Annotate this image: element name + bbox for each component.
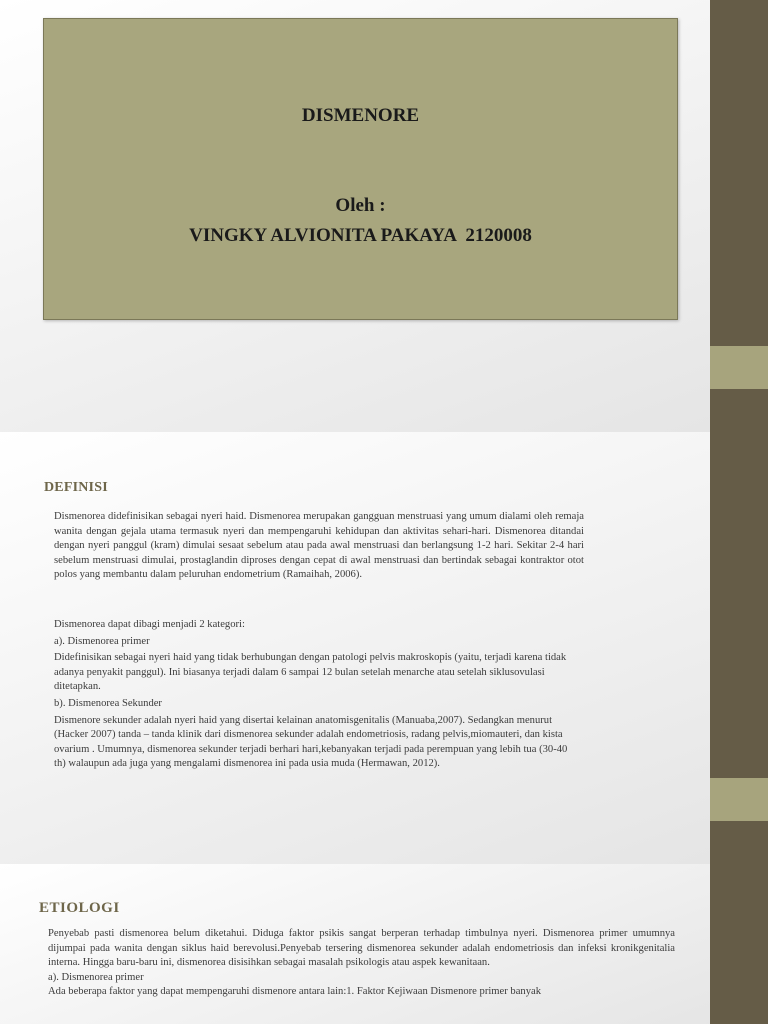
categories-intro: Dismenorea dapat dibagi menjadi 2 kategori: — [54, 619, 245, 630]
section-heading-etiologi: ETIOLOGI — [39, 900, 120, 916]
presenter-name: VINGKY ALVIONITA PAKAYA 2120008 — [189, 225, 532, 246]
category-secondary-text: Dismenore sekunder adalah nyeri haid yang disertai kelainan anatomisgenitalis (Manuaba,2007). Sedangkan menurut (Hacker 2007) tanda – tanda klinik dari dismenorea sekunder adalah endometriosis, radang pelvis,miomauteri, dan kista ovarium . Umumnya, dismenorea sekunder terjadi berhari hari,kebanyakan terjadi pada perempuan yang lebih tua (30-40 th) walaupun ada juga yang mengalami dismenorea ini pada usia muda (Hermawan, 2012). — [54, 714, 568, 770]
etiology-content — [48, 927, 675, 1000]
category-secondary-label: b). Dismenorea Sekunder — [54, 697, 162, 709]
side-decor-bar — [710, 864, 768, 1024]
etiology-paragraph: Penyebab pasti dismenorea belum diketahui. Diduga faktor psikis sangat berperan terhadap timbulnya nyeri. Dismenorea primer umumnya dijumpai pada wanita dengan siklus haid berevolusi.Penyebab tersering dismenorea sekunder adalah endometriosis dan infeksi kronikgenitalia interna. Hingga baru-baru ini, dismenorea disisihkan sebagai masalah psikologis atau aspek kewanitaan. — [48, 928, 675, 969]
category-primary-label: a). Dismenorea primer — [54, 635, 150, 647]
section-heading-definisi: DEFINISI — [44, 480, 108, 495]
etiology-subheading: a). Dismenorea primer — [48, 971, 144, 983]
side-decor-accent — [710, 346, 768, 389]
category-primary-text: Didefinisikan sebagai nyeri haid yang tidak berhubungan dengan patologi pelvis makroskopis (yaitu, terjadi karena tidak adanya penyakit panggul). Ini biasanya terjadi dalam 6 sampai 12 bulan setelah menarche atau setelah siklusovulasi ditetapkan. — [54, 652, 567, 693]
etiology-paragraph-2: Ada beberapa faktor yang dapat mempengaruhi dismenore antara lain:1. Faktor Kejiwaan Dismenore primer banyak — [48, 986, 542, 998]
etiology-slide — [0, 864, 768, 1024]
presentation-title: DISMENORE — [301, 105, 420, 126]
side-decor-bar — [710, 432, 768, 864]
definition-paragraph: Dismenorea didefinisikan sebagai nyeri haid. Dismenorea merupakan gangguan menstruasi yang umum dialami oleh remaja wanita dengan gejala utama termasuk nyeri dan mempengaruhi kehidupan dan aktivitas sehari-hari. Dismenorea ditandai dengan nyeri panggul (kram) dimulai sesaat sebelum atau pada awal menstruasi dan berlangsung 1-2 hari. Sekitar 2-4 hari sebelum menstruasi dimulai, prostaglandin diproses dengan cepat di awal menstruasi dan bertindak sebagai kontraktor otot polos yang membantu dalam peluruhan endometrium (Ramaihah, 2006). — [54, 511, 584, 581]
presenter-label: Oleh : — [335, 195, 386, 216]
definition-categories — [54, 618, 574, 772]
title-box — [43, 18, 678, 320]
definition-slide — [0, 432, 768, 864]
title-slide — [0, 0, 768, 432]
side-decor-accent — [710, 778, 768, 821]
side-decor-bar — [710, 0, 768, 432]
